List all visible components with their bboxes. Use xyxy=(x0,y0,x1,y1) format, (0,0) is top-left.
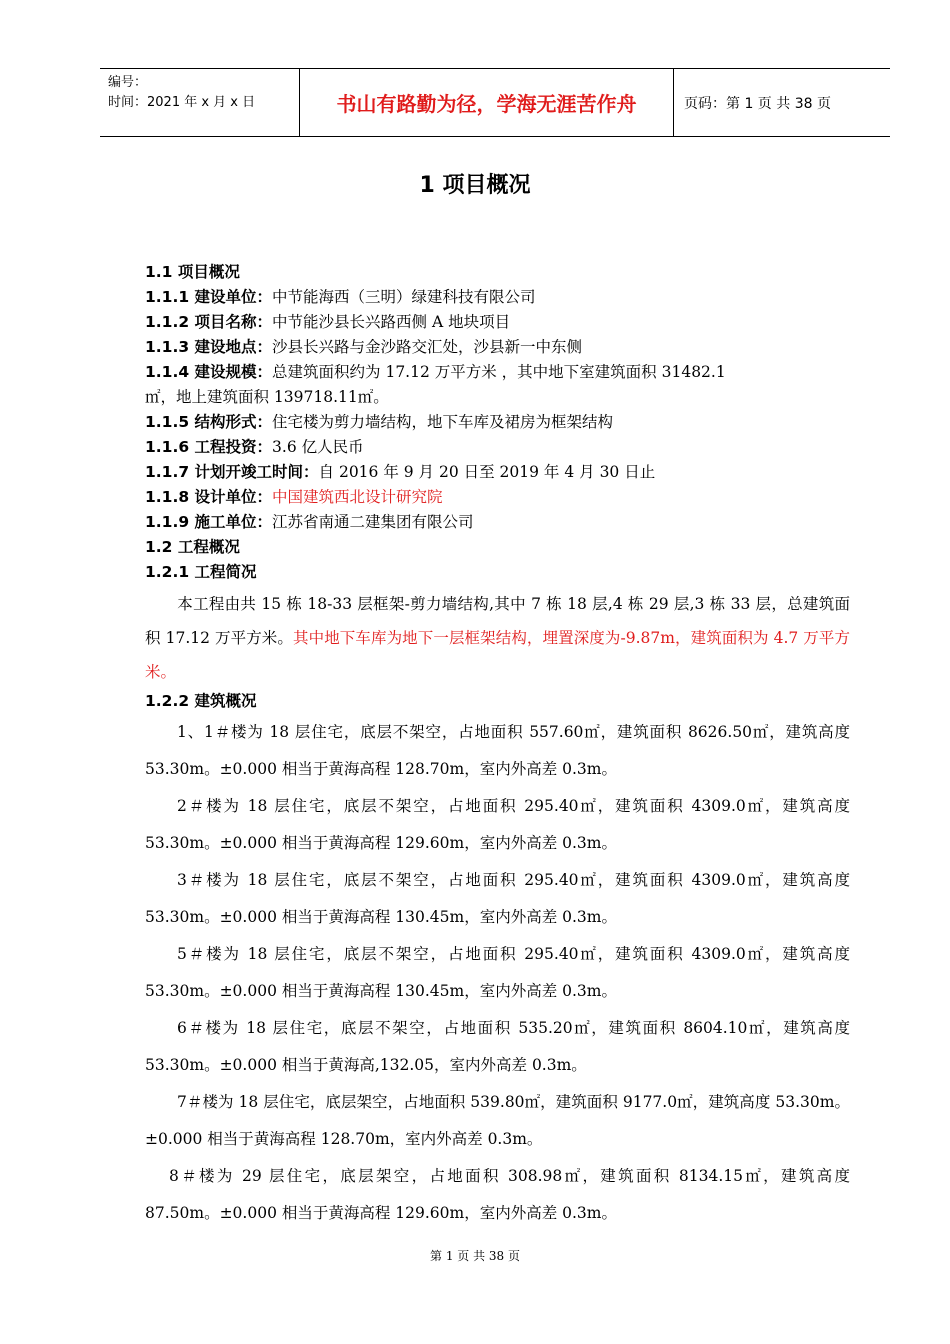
building-1: 1、1＃楼为 18 层住宅，底层不架空，占地面积 557.60㎡，建筑面积 8626.50㎡，建筑高度 53.30m。±0.000 相当于黄海高程 128.70m，室内外高差 0.3m。 xyxy=(145,723,850,778)
item-design-unit: 1.1.8 设计单位：中国建筑西北设计研究院 xyxy=(145,488,443,506)
header-left-cell xyxy=(100,69,300,136)
building-5: 5＃楼为 18 层住宅，底层不架空，占地面积 295.40㎡，建筑面积 4309.0㎡，建筑高度 53.30m。±0.000 相当于黄海高程 130.45m，室内外高差 0.3m。 xyxy=(145,945,850,1000)
building-8: 8＃楼为 29 层住宅，底层架空，占地面积 308.98㎡，建筑面积 8134.15㎡，建筑高度 87.50m。±0.000 相当于黄海高程 129.60m，室内外高差 0.3m。 xyxy=(145,1167,850,1222)
item-investment: 1.1.6 工程投资：3.6 亿人民币 xyxy=(145,438,364,456)
header-page-info: 页码：第 1 页 共 38 页 xyxy=(684,95,831,112)
item-project-name: 1.1.2 项目名称：中节能沙县长兴路西侧 A 地块项目 xyxy=(145,313,511,331)
document-title: 1 项目概况 xyxy=(419,173,531,198)
section-1-2-2: 1.2.2 建筑概况 xyxy=(145,692,257,710)
item-location: 1.1.3 建设地点：沙县长兴路与金沙路交汇处，沙县新一中东侧 xyxy=(145,338,583,356)
header-motto: 书山有路勤为径，学海无涯苦作舟 xyxy=(300,69,674,136)
page-footer: 第 1 页 共 38 页 xyxy=(430,1249,520,1263)
item-builder: 1.1.9 施工单位：江苏省南通二建集团有限公司 xyxy=(145,513,474,531)
item-construction-unit: 1.1.1 建设单位：中节能海西（三明）绿建科技有限公司 xyxy=(145,288,536,306)
item-scale-cont: ㎡，地上建筑面积 139718.11㎡。 xyxy=(145,388,389,406)
page-header xyxy=(100,68,890,137)
intro-paragraph: 本工程由共 15 栋 18-33 层框架-剪力墙结构,其中 7 栋 18 层,4 栋 29 层,3 栋 33 层，总建筑面积 17.12 万平方米。其中地下车库为地下一层框架结构，埋置深度为-9.87m，建筑面积为 4.7 万平方米。 xyxy=(145,595,850,681)
building-6: 6＃楼为 18 层住宅，底层不架空，占地面积 535.20㎡，建筑面积 8604.10㎡，建筑高度 53.30m。±0.000 相当于黄海高,132.05，室内外高差 0.3m。 xyxy=(145,1019,850,1074)
item-1-1: 1.1 项目概况 xyxy=(145,263,240,281)
number-label: 编号： xyxy=(108,75,148,90)
time-label: 时间：2021 年 x 月 x 日 xyxy=(108,95,256,110)
building-3: 3＃楼为 18 层住宅，底层不架空，占地面积 295.40㎡，建筑面积 4309.0㎡，建筑高度 53.30m。±0.000 相当于黄海高程 130.45m，室内外高差 0.3m。 xyxy=(145,871,850,926)
item-1-2: 1.2 工程概况 xyxy=(145,538,240,556)
item-1-2-1: 1.2.1 工程简况 xyxy=(145,563,257,581)
building-7: 7＃楼为 18 层住宅，底层架空，占地面积 539.80㎡，建筑面积 9177.0㎡，建筑高度 53.30m。±0.000 相当于黄海高程 128.70m，室内外高差 0.3m。 xyxy=(145,1093,850,1148)
building-2: 2＃楼为 18 层住宅，底层不架空，占地面积 295.40㎡，建筑面积 4309.0㎡，建筑高度 53.30m。±0.000 相当于黄海高程 129.60m，室内外高差 0.3m。 xyxy=(145,797,850,852)
item-scale: 1.1.4 建设规模：总建筑面积约为 17.12 万平方米 ，其中地下室建筑面积 31482.1 xyxy=(145,363,726,381)
document-body xyxy=(145,260,850,1232)
item-schedule: 1.1.7 计划开竣工时间：自 2016 年 9 月 20 日至 2019 年 4 月 30 日止 xyxy=(145,463,656,481)
item-structure: 1.1.5 结构形式：住宅楼为剪力墙结构，地下车库及裙房为框架结构 xyxy=(145,413,614,431)
